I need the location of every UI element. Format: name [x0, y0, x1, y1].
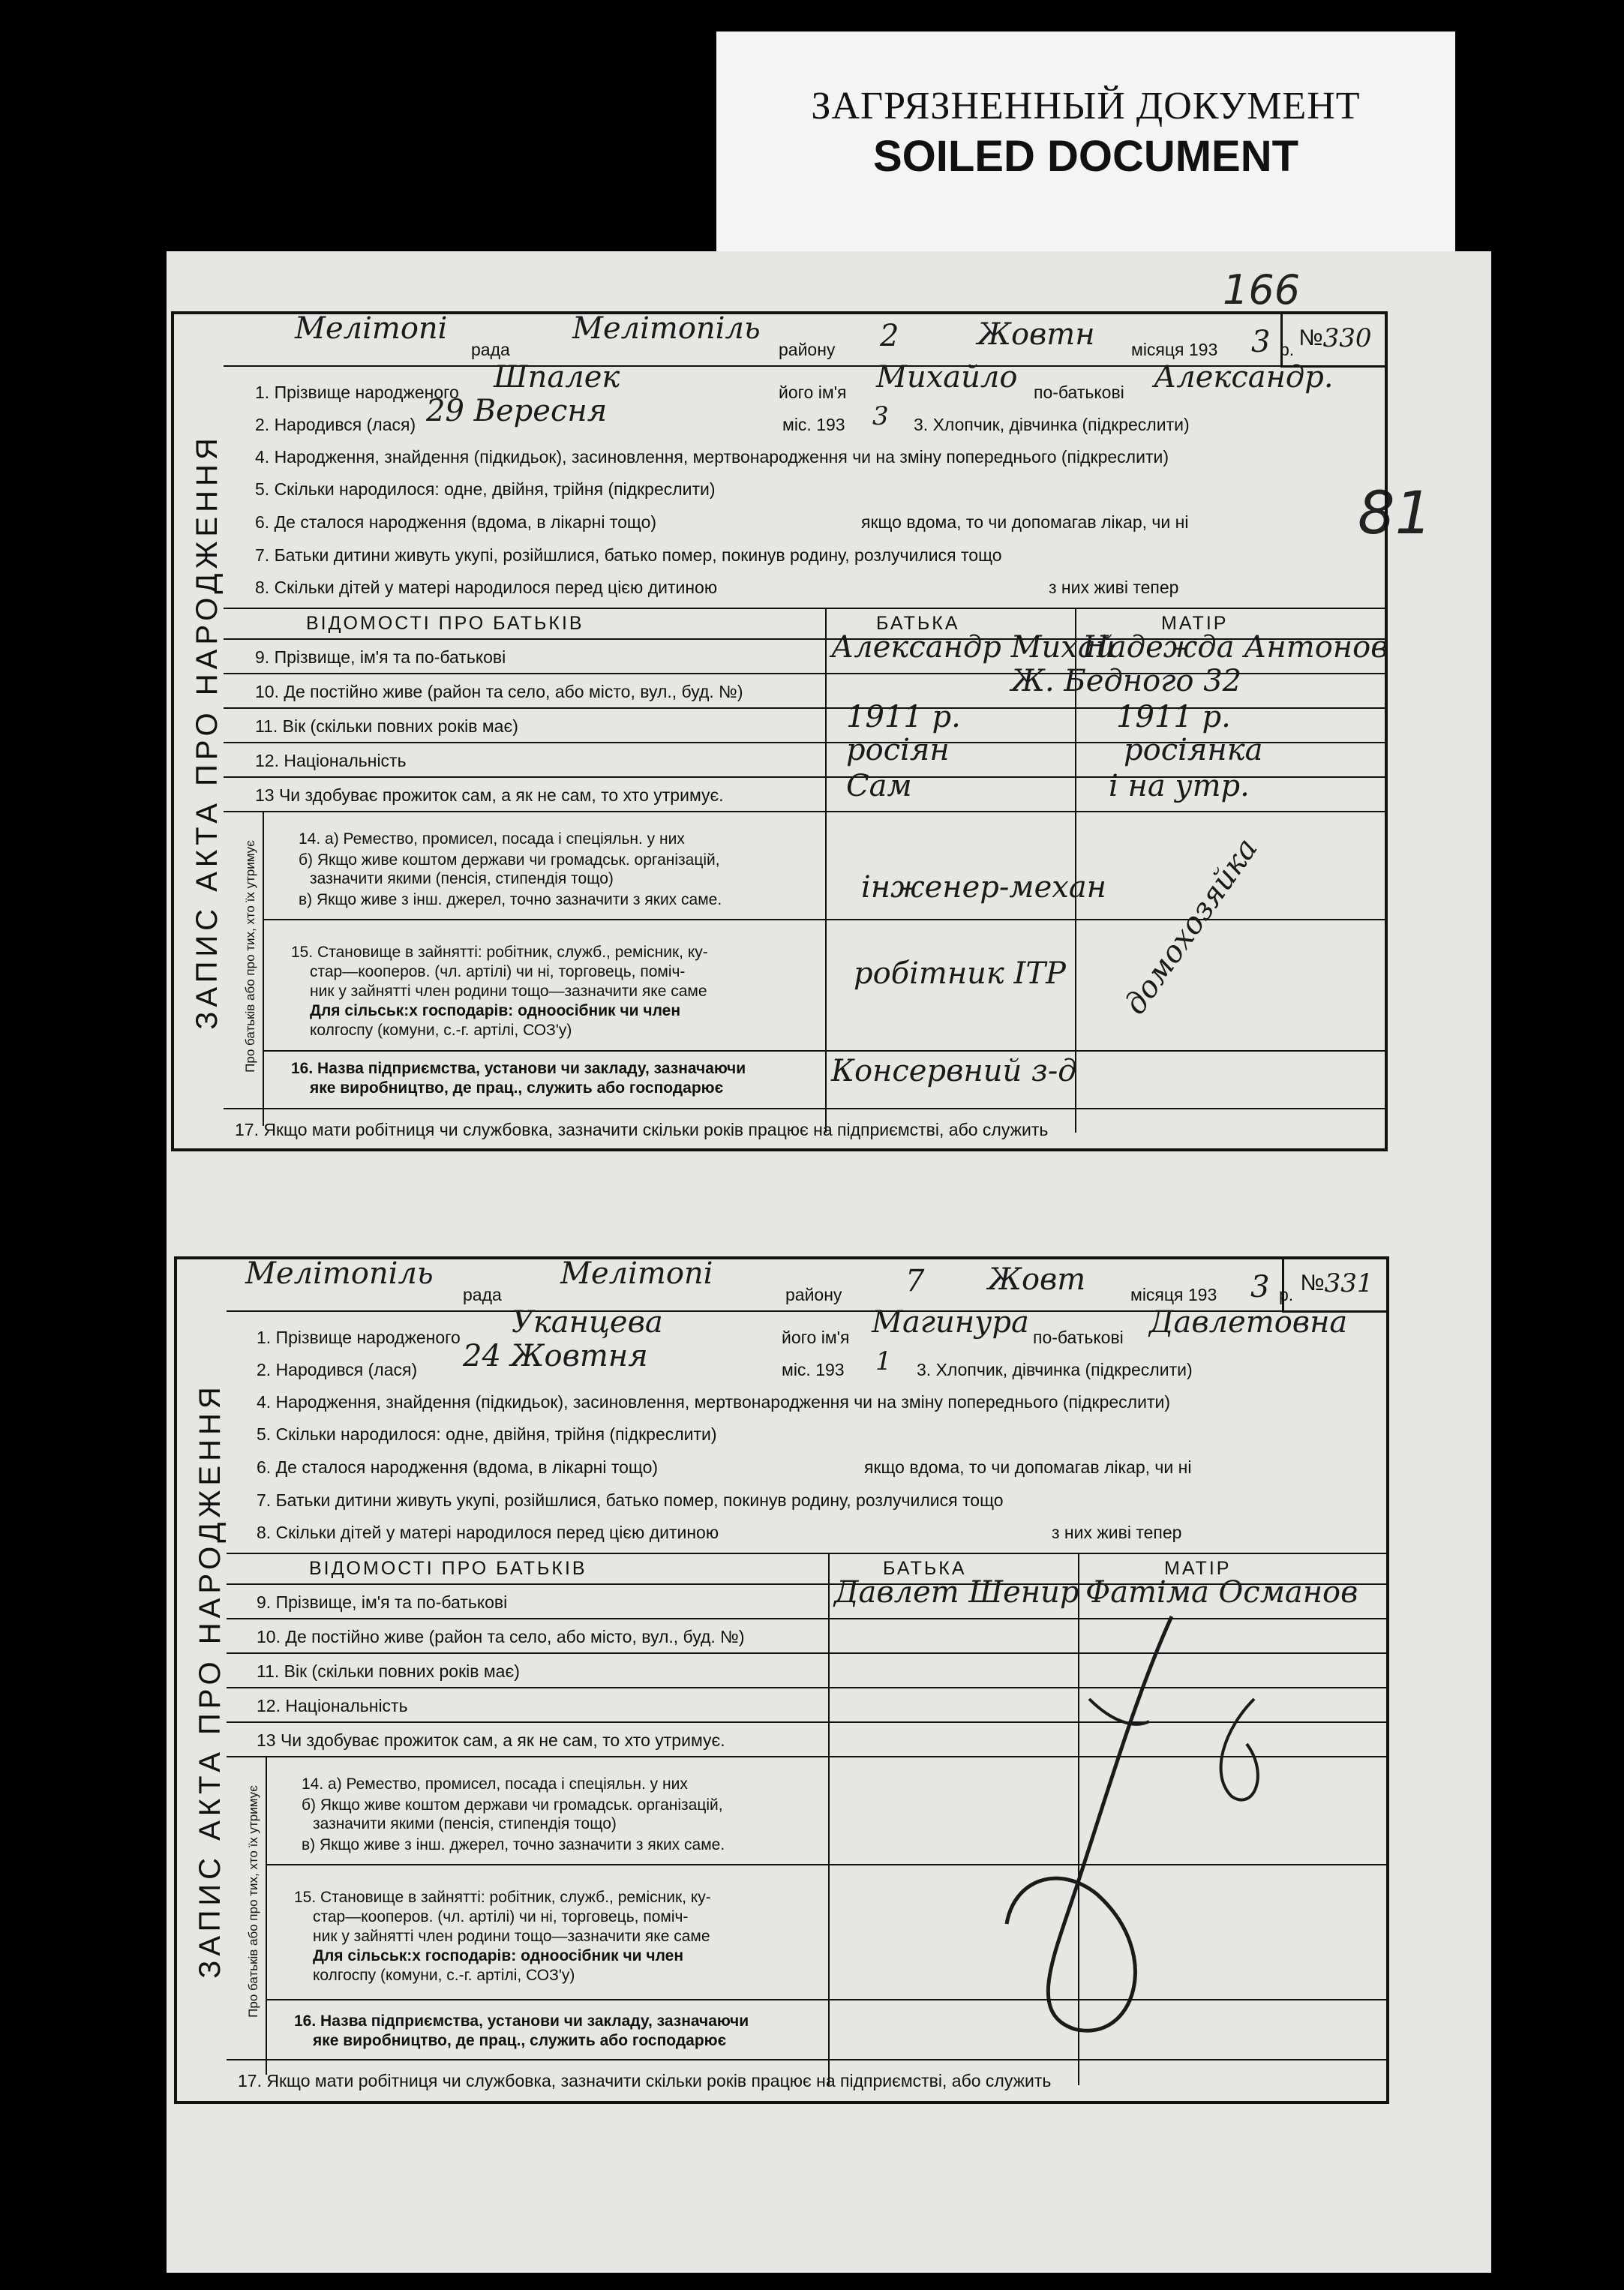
q15c-label: ник у зайнятті член родини тощо—зазначити яке саме [310, 983, 707, 1000]
q1-label: 1. Прізвище народженого [255, 383, 459, 402]
q13-label: 13 Чи здобуває прожиток сам, а як не сам, то хто утримує. [255, 785, 724, 805]
q14b2-label: зазначити якими (пенсія, стипендія тощо) [310, 870, 614, 887]
q15a-label: 15. Становище в зайнятті: робітник, служб., ремісник, ку- [291, 944, 708, 961]
q14b2-label: зазначити якими (пенсія, стипендія тощо) [313, 1815, 617, 1832]
place-value: Мелітопі [295, 311, 448, 346]
day-value: 2 [880, 319, 899, 353]
q5-label: 5. Скільки народилося: одне, двійня, трійня (підкреслити) [257, 1424, 717, 1444]
name-value: Магинура [872, 1305, 1029, 1340]
q15d-label: Для сільськ:х господарів: одноосібник чи член [313, 1947, 684, 1964]
mother-header: МАТІР [1164, 1558, 1232, 1579]
day-value: 7 [905, 1264, 925, 1298]
q7-label: 7. Батьки дитини живуть укупі, розійшлися, батько помер, покинув родину, розлучилися тощо [257, 1490, 1004, 1510]
q2-label: 2. Народився (лася) [257, 1360, 418, 1379]
birth-year-digit: 1 [875, 1346, 892, 1376]
surname-value: Шпалек [494, 360, 620, 395]
q8-label: 8. Скільки дітей у матері народилося перед цією дитиною [255, 578, 718, 597]
year-digit: 3 [1250, 1270, 1270, 1304]
stamp-russian: ЗАГРЯЗНЕННЫЙ ДОКУМЕНТ [811, 85, 1361, 128]
record-side-subtitle: Про батьків або про тих, хто їх утримує [246, 1785, 260, 2018]
mother-age-value: 1911 р. [1116, 700, 1231, 734]
year-digit: 3 [1251, 325, 1271, 359]
father-nationality-value: росіян [846, 733, 950, 767]
father-status-value: робітник ІТР [854, 956, 1066, 991]
q13-label: 13 Чи здобуває прожиток сам, а як не сам, то хто утримує. [257, 1730, 725, 1750]
r-label: р. [1280, 340, 1295, 359]
q10-label: 10. Де постійно живе (район та село, або місто, вул., буд. №) [257, 1627, 745, 1646]
q1-patronymic-label: по-батькові [1034, 383, 1124, 402]
record-number-box: № 331 [1282, 1256, 1389, 1313]
month-value: Жовт [988, 1262, 1086, 1297]
mother-name-value: Надежда Антонов [1082, 630, 1388, 665]
mother-support-value: і на утр. [1109, 769, 1250, 803]
q11-label: 11. Вік (скільки повних років має) [257, 1661, 520, 1681]
q16a-label: 16. Назва підприємства, установи чи закладу, зазначаючи [291, 1060, 746, 1077]
rayon-value: Мелітопі [560, 1256, 713, 1291]
rule [224, 608, 1388, 609]
rule [224, 1108, 1388, 1109]
surname-value: Уканцева [512, 1305, 663, 1340]
q15b-label: стар—кооперов. (чл. артілі) чи ні, торговець, поміч- [313, 1908, 689, 1925]
sub-divider [266, 1756, 267, 2075]
father-occupation-value: інженер-механ [861, 870, 1107, 905]
q8-alive-label: з них живі тепер [1052, 1523, 1182, 1542]
q1-name-label: його ім'я [782, 1328, 850, 1347]
mother-nationality-value: росіянка [1124, 733, 1263, 767]
rada-label: рада [463, 1285, 502, 1304]
q2-year-label: міс. 193 [782, 1360, 845, 1379]
r-label: р. [1279, 1285, 1294, 1304]
q14c-label: в) Якщо живе з інш. джерел, точно зазначити з яких саме. [302, 1836, 725, 1853]
q15b-label: стар—кооперов. (чл. артілі) чи ні, торговець, поміч- [310, 963, 686, 980]
q10-label: 10. Де постійно живе (район та село, або місто, вул., буд. №) [255, 682, 743, 701]
mother-work-value: домохозяйка [1118, 832, 1265, 1021]
record-side-subtitle: Про батьків або про тих, хто їх утримує [243, 840, 257, 1073]
rule [224, 811, 1388, 812]
record-side-title: ЗАПИС АКТА ПРО НАРОДЖЕННЯ [190, 433, 224, 1030]
birth-record-330 [171, 311, 1388, 1151]
q8-alive-label: з них живі тепер [1049, 578, 1179, 597]
father-name-value: Александр Михай [831, 630, 1115, 665]
patronymic-value: Давлетовна [1149, 1305, 1348, 1340]
q3-label: 3. Хлопчик, дівчинка (підкреслити) [914, 415, 1190, 434]
q17-label: 17. Якщо мати робітниця чи службовка, зазначити скільки років працює на підприємстві, або служить [238, 2071, 1052, 2090]
father-work-value: Консервний з-д [831, 1054, 1077, 1088]
q14c-label: в) Якщо живе з інш. джерел, точно зазначити з яких саме. [299, 891, 722, 908]
mother-name-value: Фатіма Османов [1085, 1575, 1358, 1610]
q6-label: 6. Де сталося народження (вдома, в лікарні тощо) [257, 1457, 659, 1477]
q1-patronymic-label: по-батькові [1033, 1328, 1124, 1347]
name-value: Михайло [876, 360, 1018, 395]
soiled-document-stamp [716, 32, 1455, 257]
rayon-label: району [785, 1285, 842, 1304]
q15d-label: Для сільськ:х господарів: одноосібник чи член [310, 1002, 681, 1019]
month-label: місяця 193 [1131, 340, 1218, 359]
father-header: БАТЬКА [883, 1558, 967, 1579]
rule [227, 2059, 1389, 2060]
month-value: Жовтн [977, 317, 1095, 352]
q6-doctor-label: якщо вдома, то чи допомагав лікар, чи ні [861, 512, 1189, 532]
q6-label: 6. Де сталося народження (вдома, в лікарні тощо) [255, 512, 657, 532]
q4-label: 4. Народження, знайдення (підкидьок), засиновлення, мертвонародження чи на зміну попереднього (підкреслити) [257, 1392, 1170, 1412]
record-number-box: № 330 [1280, 311, 1388, 368]
father-name-value: Давлет Шенир [834, 1575, 1079, 1610]
father-header: БАТЬКА [876, 613, 960, 634]
q3-label: 3. Хлопчик, дівчинка (підкреслити) [917, 1360, 1193, 1379]
q14b-label: б) Якщо живе коштом держави чи громадськ. організацій, [302, 1796, 723, 1814]
birth-date-value: 29 Вересня [426, 394, 608, 428]
father-support-value: Сам [846, 769, 912, 803]
q17-label: 17. Якщо мати робітниця чи службовка, зазначити скільки років працює на підприємстві, або служить [235, 1120, 1049, 1139]
q8-label: 8. Скільки дітей у матері народилося перед цією дитиною [257, 1523, 719, 1542]
q14b-label: б) Якщо живе коштом держави чи громадськ. організацій, [299, 851, 720, 869]
birth-record-331 [174, 1256, 1389, 2104]
rule [263, 1050, 1388, 1052]
q1-label: 1. Прізвище народженого [257, 1328, 461, 1347]
birth-date-value: 24 Жовтня [463, 1339, 648, 1373]
place-value: Мелітопіль [245, 1256, 434, 1291]
patronymic-value: Александр. [1154, 360, 1334, 395]
q4-label: 4. Народження, знайдення (підкидьок), засиновлення, мертвонародження чи на зміну попереднього (підкреслити) [255, 447, 1169, 467]
q12-label: 12. Національність [255, 751, 407, 770]
q12-label: 12. Національність [257, 1696, 408, 1715]
q15e-label: колгоспу (комуни, с.-г. артілі, СОЗ'у) [310, 1022, 572, 1039]
rule [227, 1553, 1389, 1554]
q14a-label: 14. а) Ремество, промисел, посада і спеціяльн. у них [299, 830, 685, 848]
rule [227, 1310, 1284, 1312]
address-value: Ж. Бедного 32 [1011, 664, 1242, 698]
sub-divider [263, 811, 264, 1126]
record-side-title: ЗАПИС АКТА ПРО НАРОДЖЕННЯ [193, 1382, 227, 1979]
q5-label: 5. Скільки народилося: одне, двійня, трійня (підкреслити) [255, 479, 716, 499]
rule [266, 1864, 1389, 1865]
father-age-value: 1911 р. [846, 700, 961, 734]
q16b-label: яке виробництво, де прац., служить або господарює [310, 1079, 724, 1097]
sheet-number: 166 [1223, 266, 1301, 314]
q16b-label: яке виробництво, де прац., служить або господарює [313, 2032, 727, 2049]
q15c-label: ник у зайнятті член родини тощо—зазначити яке саме [313, 1928, 710, 1945]
parents-header: ВІДОМОСТІ ПРО БАТЬКІВ [306, 613, 584, 634]
birth-year-digit: 3 [872, 401, 889, 431]
q6-doctor-label: якщо вдома, то чи допомагав лікар, чи ні [864, 1457, 1192, 1477]
q11-label: 11. Вік (скільки повних років має) [255, 716, 518, 736]
side-mark: 81 [1358, 480, 1433, 548]
q2-year-label: міс. 193 [782, 415, 845, 434]
rayon-value: Мелітопіль [572, 311, 761, 346]
q15a-label: 15. Становище в зайнятті: робітник, служб., ремісник, ку- [294, 1889, 711, 1906]
q15e-label: колгоспу (комуни, с.-г. артілі, СОЗ'у) [313, 1967, 575, 1984]
q7-label: 7. Батьки дитини живуть укупі, розійшлися, батько помер, покинув родину, розлучилися тощо [255, 545, 1002, 565]
stamp-english: SOILED DOCUMENT [872, 132, 1299, 181]
q9-label: 9. Прізвище, ім'я та по-батькові [255, 647, 506, 667]
q2-label: 2. Народився (лася) [255, 415, 416, 434]
rule [224, 365, 1283, 367]
mother-header: МАТІР [1161, 613, 1229, 634]
rada-label: рада [471, 340, 510, 359]
q9-label: 9. Прізвище, ім'я та по-батькові [257, 1592, 508, 1612]
rayon-label: району [779, 340, 836, 359]
q14a-label: 14. а) Ремество, промисел, посада і спеціяльн. у них [302, 1775, 688, 1793]
q16a-label: 16. Назва підприємства, установи чи закладу, зазначаючи [294, 2012, 749, 2030]
month-label: місяця 193 [1130, 1285, 1217, 1304]
rule [266, 1999, 1389, 2000]
q1-name-label: його ім'я [779, 383, 847, 402]
rule [263, 919, 1388, 920]
parents-header: ВІДОМОСТІ ПРО БАТЬКІВ [309, 1558, 587, 1579]
